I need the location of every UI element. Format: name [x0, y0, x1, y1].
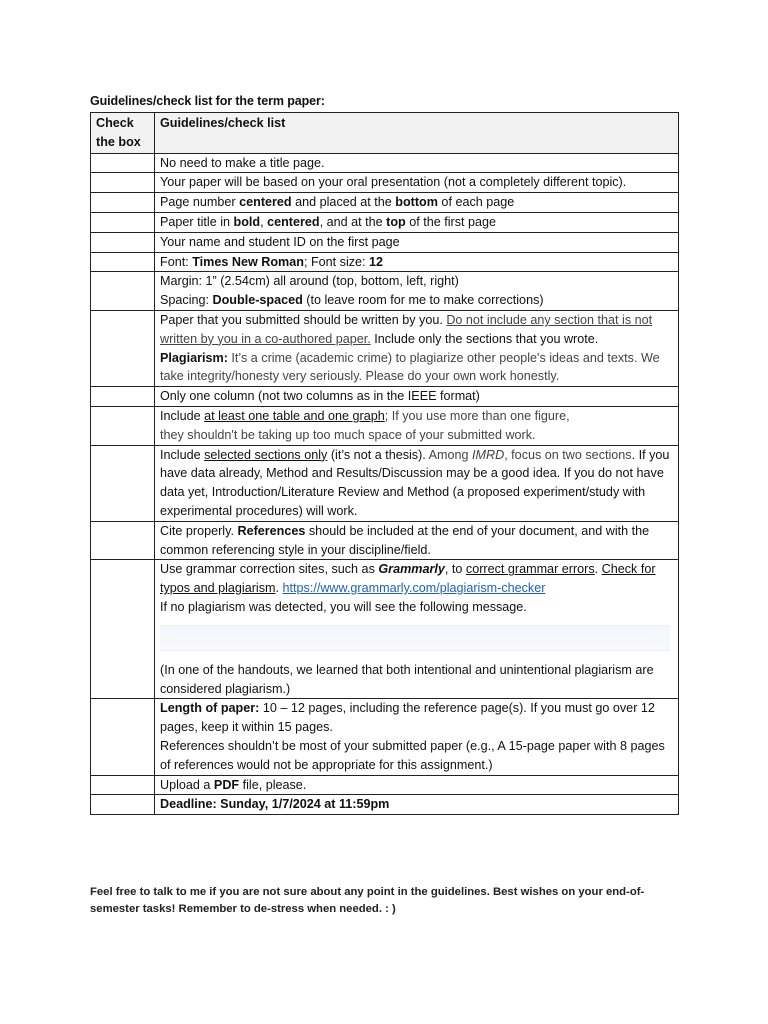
checklist-table [90, 112, 679, 815]
guideline-text: Use grammar correction sites, such as [160, 562, 379, 577]
guideline-text: Include only the sections that you wrote. [370, 331, 599, 346]
checkbox-cell[interactable] [91, 173, 155, 193]
guideline-text: Do not include any section that is not written by you in a co-authored paper. [160, 312, 653, 346]
guideline-text: Upload a [160, 777, 214, 792]
guideline-text: bold [233, 214, 261, 229]
guidelines-column-header: Guidelines/check list [155, 113, 679, 154]
checkbox-cell[interactable] [91, 560, 155, 699]
guideline-text: Only one column (not two columns as in the IEEE format) [160, 389, 480, 404]
guideline-cell [155, 212, 679, 232]
table-row [91, 310, 679, 386]
guideline-cell [155, 153, 679, 173]
table-row [91, 212, 679, 232]
guideline-cell [155, 310, 679, 386]
guideline-text: Deadline: Sunday, 1/7/2024 at 11:59pm [160, 797, 390, 812]
guideline-cell [155, 560, 679, 699]
table-row [91, 387, 679, 407]
guideline-cell [155, 445, 679, 521]
checkbox-cell[interactable] [91, 387, 155, 407]
table-row [91, 232, 679, 252]
guideline-text: Include [160, 408, 205, 423]
guideline-text: of the first page [405, 214, 497, 229]
guideline-text: , [260, 214, 268, 229]
checkbox-cell[interactable] [91, 699, 155, 775]
guideline-text: Font: [160, 254, 193, 269]
checkbox-cell[interactable] [91, 232, 155, 252]
guideline-text: . If you have data already, Method and Results/Discussion may be a good idea. If you do not have data yet, Introduction/Literature Review and Method (a proposed experiment/study with experimental procedures) will work. [160, 447, 670, 518]
guideline-text: 10 – 12 pages, including the reference page(s). If you must go over 12 pages, keep it within 15 pages. [160, 701, 655, 735]
guideline-text: and placed at the [291, 195, 396, 210]
guideline-cell [155, 252, 679, 272]
table-row [91, 193, 679, 213]
check-column-header: Check the box [91, 113, 155, 154]
guideline-cell [155, 795, 679, 815]
guideline-text: References [237, 523, 306, 538]
page-title: Guidelines/check list for the term paper: [90, 94, 325, 108]
guideline-text: . [275, 581, 283, 596]
guideline-text: Paper title in [160, 214, 234, 229]
table-row [91, 699, 679, 775]
checkbox-cell[interactable] [91, 153, 155, 173]
table-row [91, 521, 679, 560]
guideline-text: Check for typos and plagiarism [160, 562, 656, 596]
guideline-text: Cite properly. [160, 523, 238, 538]
guideline-text: correct grammar errors [465, 562, 595, 577]
guideline-cell [155, 775, 679, 795]
table-row [91, 795, 679, 815]
checkbox-cell[interactable] [91, 272, 155, 311]
guideline-text: , focus on two sections [504, 447, 632, 462]
guideline-cell [155, 521, 679, 560]
guideline-text: ; If you use more than one figure, [384, 408, 570, 423]
checkbox-cell[interactable] [91, 521, 155, 560]
checkbox-cell[interactable] [91, 193, 155, 213]
guideline-text: Your paper will be based on your oral presentation (not a completely different topic). [160, 175, 627, 190]
guideline-text: selected sections only [204, 447, 328, 462]
checkbox-cell[interactable] [91, 406, 155, 445]
table-row [91, 406, 679, 445]
table-row [91, 560, 679, 699]
guideline-text: Page number [160, 195, 240, 210]
checkbox-cell[interactable] [91, 212, 155, 232]
table-header-row [91, 113, 679, 154]
guideline-text: Spacing: [160, 293, 213, 308]
guideline-text: , and at the [319, 214, 387, 229]
guideline-text: at least one table and one graph [204, 408, 385, 423]
guideline-text: Times New Roman [192, 254, 304, 269]
guideline-text: If no plagiarism was detected, you will see the following message. [160, 599, 527, 614]
guideline-text: Grammarly [378, 562, 445, 577]
guideline-text: centered [267, 214, 320, 229]
guideline-text: Double-spaced [212, 293, 303, 308]
guideline-text: (In one of the handouts, we learned that both intentional and unintentional plagiarism are considered plagiarism.) [160, 662, 654, 696]
guideline-text: Your name and student ID on the first page [160, 234, 400, 249]
table-row [91, 173, 679, 193]
guideline-text: Plagiarism: [160, 350, 228, 365]
plagiarism-message-image [160, 625, 670, 651]
checkbox-cell[interactable] [91, 775, 155, 795]
checklist-body [91, 153, 679, 815]
guideline-text: should be included at the end of your document, and with the common referencing style in your discipline/field. [160, 523, 650, 557]
guideline-text: of each page [437, 195, 515, 210]
checkbox-cell[interactable] [91, 445, 155, 521]
guideline-text: (it’s not a thesis). [327, 447, 429, 462]
table-row [91, 153, 679, 173]
guideline-text: PDF [213, 777, 240, 792]
guideline-text: top [386, 214, 406, 229]
guideline-cell [155, 232, 679, 252]
table-row [91, 445, 679, 521]
guideline-text: . [594, 562, 602, 577]
guideline-cell [155, 387, 679, 407]
guideline-text: , to [444, 562, 466, 577]
guideline-text: centered [239, 195, 292, 210]
guideline-text: 12 [369, 254, 384, 269]
guideline-text: References shouldn’t be most of your submitted paper (e.g., A 15-page paper with 8 pages of references would not be appropriate for this assignment.) [160, 738, 665, 772]
guideline-text: file, please. [239, 777, 307, 792]
checkbox-cell[interactable] [91, 252, 155, 272]
table-row [91, 272, 679, 311]
guideline-text: bottom [395, 195, 438, 210]
guideline-text: Among [428, 447, 472, 462]
guideline-text: IMRD [472, 447, 505, 462]
guideline-cell [155, 272, 679, 311]
guideline-text: ; Font size: [303, 254, 370, 269]
guideline-text: Margin: 1” (2.54cm) all around (top, bottom, left, right) [160, 274, 459, 289]
guideline-text: (to leave room for me to make corrections) [302, 293, 544, 308]
guideline-text: Include [160, 447, 205, 462]
guideline-text: Length of paper: [160, 701, 260, 716]
checkbox-cell[interactable] [91, 310, 155, 386]
table-row [91, 775, 679, 795]
guideline-text: It’s a crime (academic crime) to plagiarize other people's ideas and texts. We take integrity/honesty very seriously. Please do your own work honestly. [160, 350, 660, 384]
guideline-cell [155, 193, 679, 213]
table-row [91, 252, 679, 272]
checkbox-cell[interactable] [91, 795, 155, 815]
guideline-cell [155, 406, 679, 445]
guideline-cell [155, 699, 679, 775]
guideline-text: they shouldn't be taking up too much space of your submitted work. [160, 427, 536, 442]
plagiarism-checker-link[interactable]: https://www.grammarly.com/plagiarism-checker [282, 581, 546, 596]
guideline-text: No need to make a title page. [160, 155, 325, 170]
guideline-text: Paper that you submitted should be written by you. [160, 312, 447, 327]
closing-note: Feel free to talk to me if you are not sure about any point in the guidelines. Best wishes on your end-of-semester tasks! Remember to de-stress when needed. : ) [90, 886, 645, 915]
guideline-cell [155, 173, 679, 193]
